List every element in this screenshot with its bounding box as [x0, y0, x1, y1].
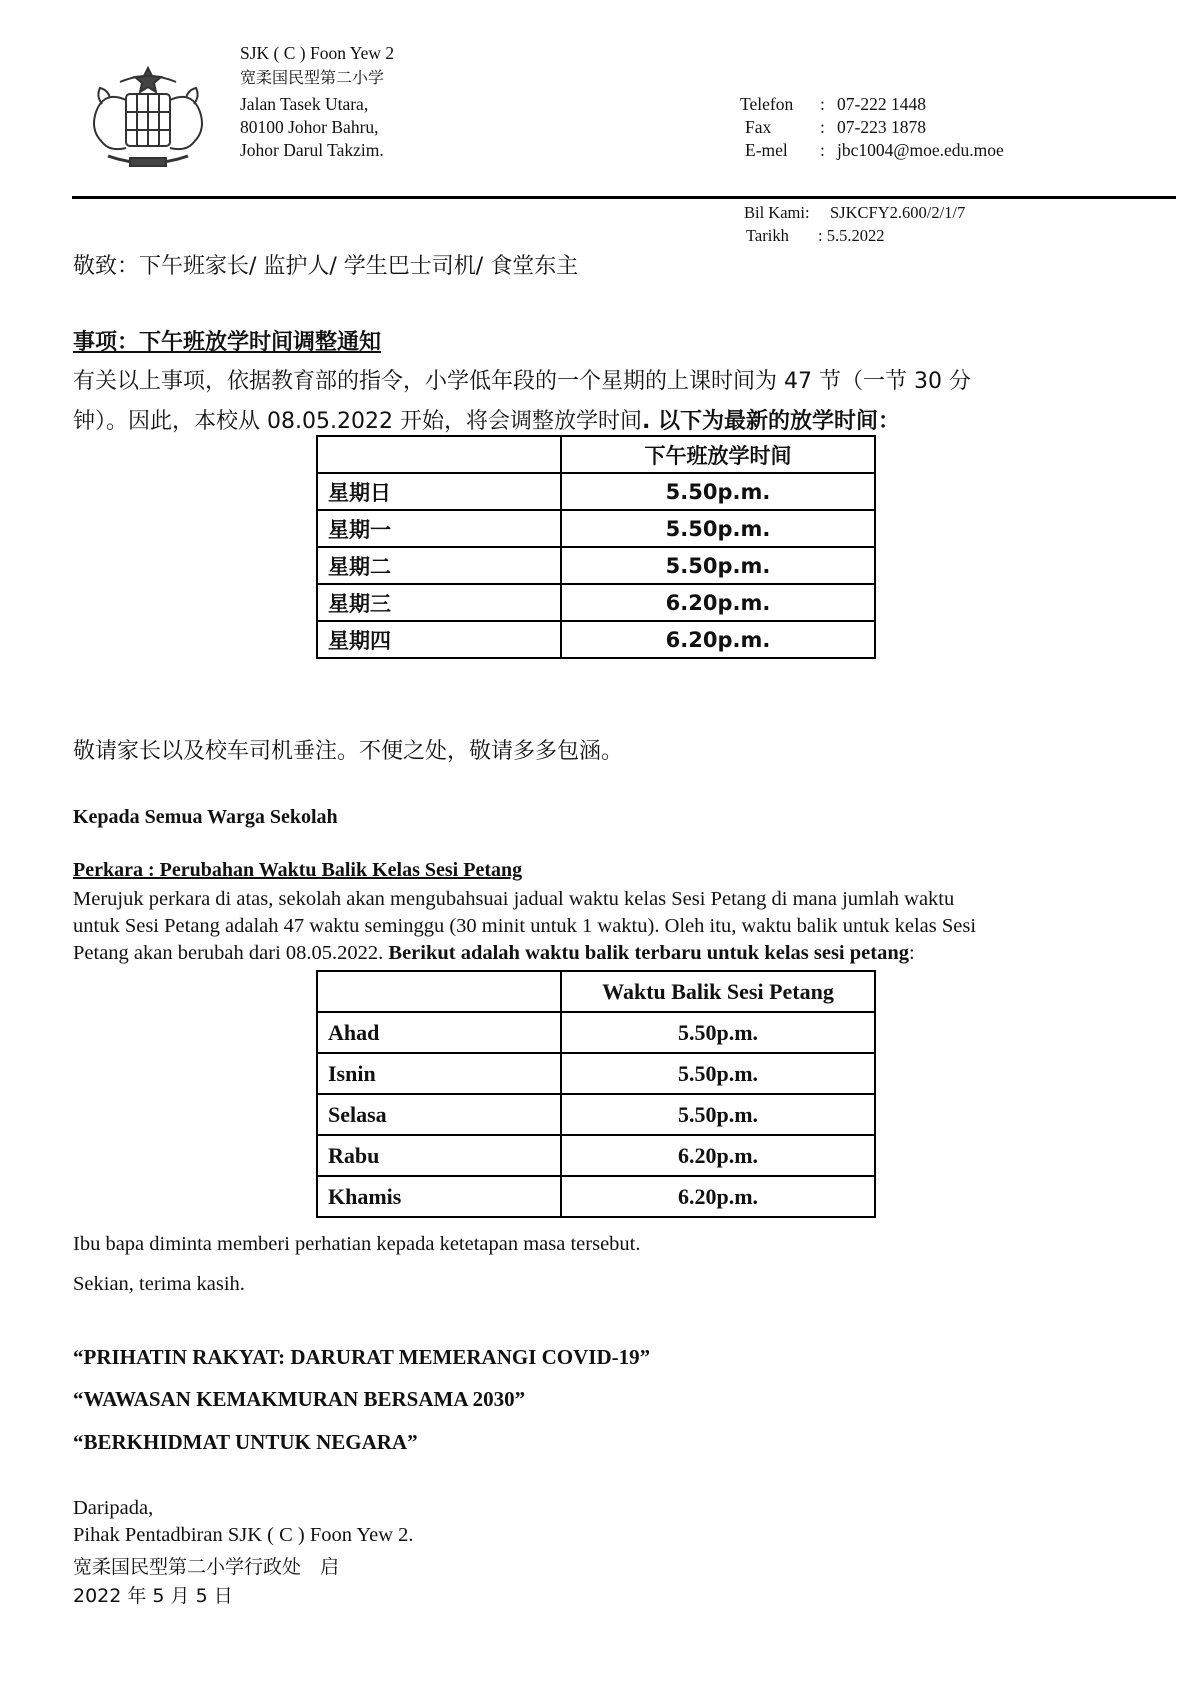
fax-label: Fax — [745, 117, 772, 137]
chinese-closing: 敬请家长以及校车司机垂注。不便之处，敬请多多包涵。 — [73, 739, 624, 764]
table-cell-time: 5.50p.m. — [561, 1012, 875, 1053]
telefon-label: Telefon — [740, 94, 794, 114]
malay-dismissal-table — [316, 970, 876, 1218]
malay-body-text: Petang akan berubah dari 08.05.2022. — [73, 942, 389, 964]
table-cell-day: 星期二 — [317, 547, 561, 584]
table-cell-time: 5.50p.m. — [561, 473, 875, 510]
chinese-body-emphasis: . 以下为最新的放学时间： — [641, 409, 900, 434]
table-row — [317, 584, 875, 621]
table-row — [317, 1012, 875, 1053]
table-cell-time: 5.50p.m. — [561, 1053, 875, 1094]
motto-2: “WAWASAN KEMAKMURAN BERSAMA 2030” — [73, 1387, 526, 1411]
table-cell-time: 5.50p.m. — [561, 547, 875, 584]
telefon-value: 07-222 1448 — [837, 94, 926, 114]
chinese-subject: 事项：下午班放学时间调整通知 — [73, 330, 382, 355]
malay-body-emphasis: Berikut adalah waktu balik terbaru untuk kelas sesi petang — [388, 942, 909, 964]
table-row — [317, 621, 875, 658]
table-cell-day: Isnin — [317, 1053, 561, 1094]
chinese-body-text: 钟）。因此，本校从 08.05.2022 开始，将会调整放学时间 — [73, 409, 642, 434]
malay-body-line-3 — [73, 940, 1183, 966]
table-row — [317, 1094, 875, 1135]
malay-body-line-2: untuk Sesi Petang adalah 47 waktu seminggu (30 minit untuk 1 waktu). Oleh itu, waktu balik untuk kelas Sesi — [73, 915, 977, 937]
table-cell-day: Rabu — [317, 1135, 561, 1176]
table-row — [317, 473, 875, 510]
reference-label: Bil Kami: — [744, 203, 810, 222]
malay-body-line-1: Merujuk perkara di atas, sekolah akan mengubahsuai jadual waktu kelas Sesi Petang di mana jumlah waktu — [73, 888, 955, 910]
school-name-chinese: 宽柔国民型第二小学 — [240, 68, 385, 87]
motto-3: “BERKHIDMAT UNTUK NEGARA” — [73, 1430, 418, 1454]
email-label: E-mel — [745, 140, 788, 160]
contact-colon: : — [820, 117, 825, 137]
address-line-1: Jalan Tasek Utara, — [240, 94, 369, 114]
table-cell-day: Selasa — [317, 1094, 561, 1135]
table-cell-day: 星期日 — [317, 473, 561, 510]
table-row — [317, 1135, 875, 1176]
address-line-2: 80100 Johor Bahru, — [240, 117, 379, 137]
chinese-body-line-2 — [73, 404, 900, 435]
malay-closing-1: Ibu bapa diminta memberi perhatian kepada ketetapan masa tersebut. — [73, 1233, 641, 1255]
chinese-dismissal-table — [316, 435, 876, 659]
table-header-row — [317, 971, 875, 1012]
table-cell-day: 星期四 — [317, 621, 561, 658]
contact-colon: : — [820, 94, 825, 114]
table-cell-time: 6.20p.m. — [561, 1135, 875, 1176]
table-row — [317, 1176, 875, 1217]
table-cell-time: 6.20p.m. — [561, 584, 875, 621]
table-header: 下午班放学时间 — [561, 436, 875, 473]
table-cell-day: 星期三 — [317, 584, 561, 621]
signoff-admin: Pihak Pentadbiran SJK ( C ) Foon Yew 2. — [73, 1524, 414, 1546]
malay-subject: Perkara : Perubahan Waktu Balik Kelas Sesi Petang — [73, 859, 523, 881]
table-cell-day: Ahad — [317, 1012, 561, 1053]
date-value: : 5.5.2022 — [818, 226, 885, 245]
signoff-from: Daripada, — [73, 1497, 154, 1519]
date-label: Tarikh — [746, 226, 789, 245]
table-cell-day: Khamis — [317, 1176, 561, 1217]
address-line-3: Johor Darul Takzim. — [240, 140, 384, 160]
school-name: SJK ( C ) Foon Yew 2 — [240, 43, 395, 63]
coat-of-arms-logo — [78, 60, 218, 180]
malay-closing-2: Sekian, terima kasih. — [73, 1273, 245, 1295]
table-cell-time: 5.50p.m. — [561, 1094, 875, 1135]
signoff-admin-chinese: 宽柔国民型第二小学行政处 启 — [73, 1556, 340, 1578]
table-cell-time: 6.20p.m. — [561, 1176, 875, 1217]
email-value: jbc1004@moe.edu.moe — [837, 140, 1004, 160]
table-header-empty — [317, 971, 561, 1012]
table-header-row — [317, 436, 875, 473]
table-header: Waktu Balik Sesi Petang — [561, 971, 875, 1012]
malay-recipients: Kepada Semua Warga Sekolah — [73, 806, 338, 828]
malay-body-colon: : — [908, 942, 915, 964]
table-cell-day: 星期一 — [317, 510, 561, 547]
chinese-body-line-1: 有关以上事项，依据教育部的指令，小学低年段的一个星期的上课时间为 47 节（一节 30 分 — [73, 369, 971, 394]
table-row — [317, 1053, 875, 1094]
table-cell-time: 6.20p.m. — [561, 621, 875, 658]
contact-colon: : — [820, 140, 825, 160]
table-row — [317, 510, 875, 547]
table-header-empty — [317, 436, 561, 473]
chinese-recipients: 敬致：下午班家长/ 监护人/ 学生巴士司机/ 食堂东主 — [73, 254, 579, 279]
table-row — [317, 547, 875, 584]
letterhead-divider — [72, 196, 1176, 199]
motto-1: “PRIHATIN RAKYAT: DARURAT MEMERANGI COVID-19” — [73, 1345, 651, 1369]
reference-number: SJKCFY2.600/2/1/7 — [830, 203, 966, 222]
fax-value: 07-223 1878 — [837, 117, 926, 137]
signoff-date-chinese: 2022 年 5 月 5 日 — [73, 1585, 233, 1607]
table-cell-time: 5.50p.m. — [561, 510, 875, 547]
